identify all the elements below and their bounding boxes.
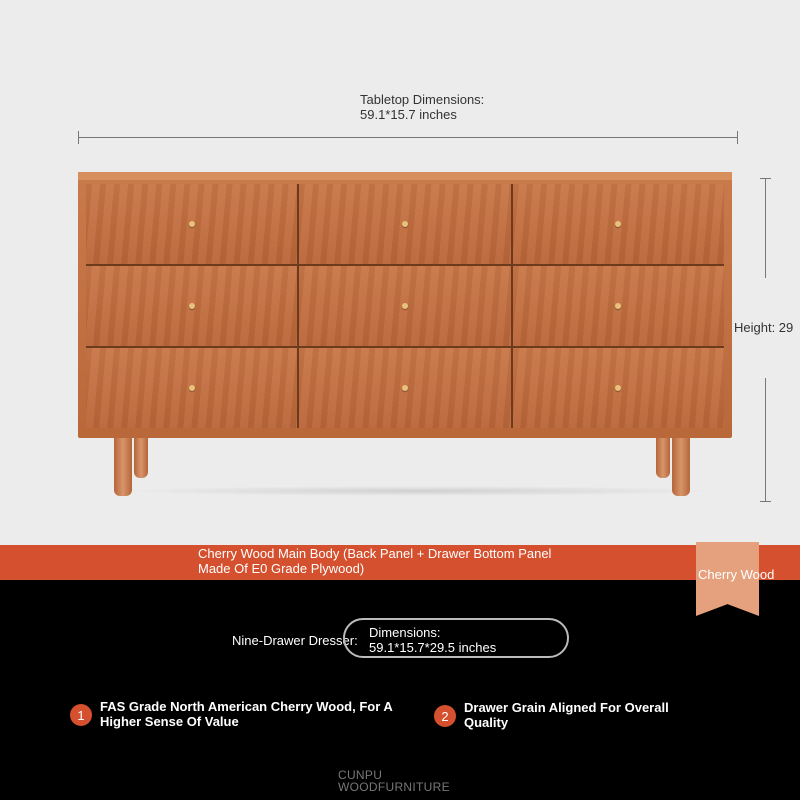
- height-dimension-line-top: [765, 178, 766, 278]
- product-name: Nine-Drawer Dresser:: [232, 633, 358, 648]
- feature-item: [70, 699, 400, 729]
- drawer: [86, 348, 297, 428]
- drawer: [86, 266, 297, 346]
- brand-line-1: CUNPU: [338, 768, 383, 782]
- leg-front-left: [114, 436, 132, 496]
- drawer: [513, 184, 724, 264]
- drawer: [513, 266, 724, 346]
- tabletop-value: 59.1*15.7 inches: [360, 107, 457, 122]
- width-tick-right: [737, 131, 738, 144]
- height-dimension-line-bottom: [765, 378, 766, 502]
- knob-icon: [402, 221, 408, 227]
- banner-line-2: Made Of E0 Grade Plywood): [198, 561, 365, 576]
- knob-icon: [402, 303, 408, 309]
- knob-icon: [402, 385, 408, 391]
- height-tick-bottom: [760, 501, 771, 502]
- knob-icon: [189, 221, 195, 227]
- material-banner-text: [198, 546, 598, 576]
- dimensions-text: [369, 625, 496, 655]
- leg-front-right: [672, 436, 690, 496]
- height-label: Height: 29: [734, 320, 794, 335]
- ribbon-label: Cherry Wood: [698, 567, 775, 582]
- knob-icon: [189, 385, 195, 391]
- knob-icon: [189, 303, 195, 309]
- width-tick-left: [78, 131, 79, 144]
- leg-back-right: [656, 436, 670, 478]
- drawer: [299, 184, 510, 264]
- drawer: [513, 348, 724, 428]
- tabletop-dimensions-label: [360, 92, 484, 122]
- feature-line: Higher Sense Of Value: [100, 714, 239, 729]
- brand-logo: [338, 769, 450, 793]
- feature-line: Drawer Grain Aligned For Overall: [464, 700, 669, 715]
- dimensions-value: 59.1*15.7*29.5 inches: [369, 640, 497, 655]
- feature-item: [434, 700, 684, 730]
- height-tick-top: [760, 178, 771, 179]
- feature-line: FAS Grade North American Cherry Wood, For A: [100, 699, 393, 714]
- feature-number-badge: 1: [70, 704, 92, 726]
- knob-icon: [615, 221, 621, 227]
- feature-line: Quality: [464, 715, 509, 730]
- width-dimension-line: [78, 137, 738, 138]
- drawer: [299, 348, 510, 428]
- tabletop-title: Tabletop Dimensions:: [360, 92, 485, 107]
- drawer-grid: [86, 184, 724, 428]
- floor-shadow: [120, 486, 720, 496]
- feature-text: [464, 700, 669, 730]
- feature-text: [100, 699, 393, 729]
- drawer: [299, 266, 510, 346]
- drawer: [86, 184, 297, 264]
- knob-icon: [615, 303, 621, 309]
- dimensions-title: Dimensions:: [369, 625, 441, 640]
- leg-back-left: [134, 436, 148, 478]
- brand-line-2: WOODFURNITURE: [338, 780, 450, 794]
- banner-line-1: Cherry Wood Main Body (Back Panel + Drawer Bottom Panel: [198, 546, 552, 561]
- dresser-top: [78, 172, 732, 180]
- feature-number-badge: 2: [434, 705, 456, 727]
- knob-icon: [615, 385, 621, 391]
